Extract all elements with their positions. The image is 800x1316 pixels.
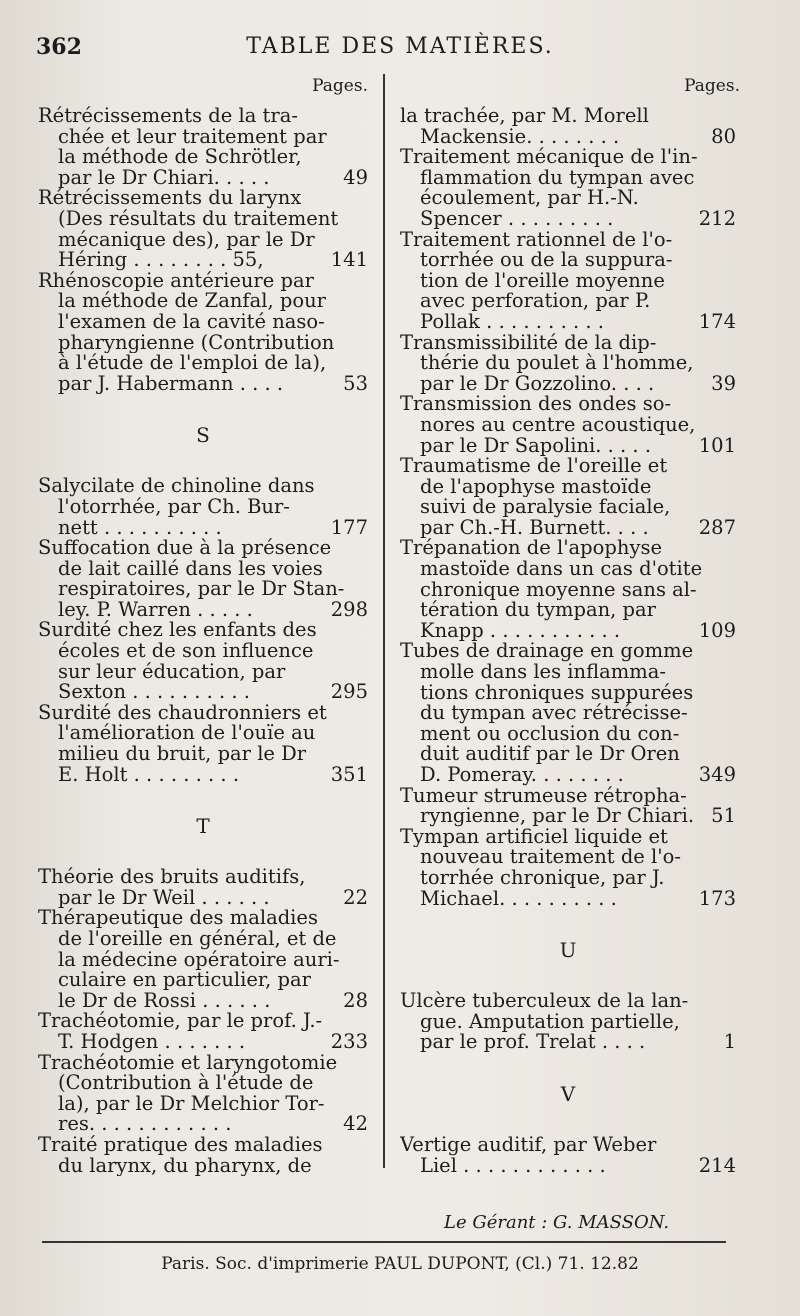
entry-line: l'otorrhée, par Ch. Bur- bbox=[58, 496, 290, 518]
entry-line: Héring . . . . . . . . 55, bbox=[58, 250, 264, 271]
index-entry bbox=[400, 394, 736, 456]
page-reference: 351 bbox=[330, 762, 368, 786]
entry-line: Suffocation due à la présence bbox=[38, 538, 332, 559]
page-reference: 28 bbox=[343, 988, 368, 1012]
entry-line: chée et leur traitement par bbox=[58, 126, 327, 148]
entry-line: Pollak . . . . . . . . . . bbox=[420, 311, 604, 333]
index-entry bbox=[38, 538, 368, 620]
entry-line: Tympan artificiel liquide et bbox=[400, 826, 668, 848]
entry-line: par le Dr Sapolini. . . . . bbox=[420, 435, 652, 457]
entry-line: Traumatisme de l'oreille et bbox=[400, 456, 668, 477]
entry-line: Surdité chez les enfants des bbox=[38, 620, 317, 642]
index-entry bbox=[38, 867, 368, 908]
pages-heading: Pages. bbox=[684, 76, 740, 96]
entry-line: Tubes de drainage en gomme bbox=[400, 641, 694, 663]
page-reference: 1 bbox=[723, 1030, 736, 1054]
right-column bbox=[400, 76, 740, 1177]
page-reference: 80 bbox=[711, 124, 736, 148]
entry-line: par J. Habermann . . . . bbox=[58, 373, 284, 395]
page-reference: 101 bbox=[698, 433, 736, 457]
index-entry bbox=[38, 908, 368, 1011]
entry-line: par le Dr Chiari. . . . . bbox=[58, 167, 270, 189]
entry-line: nores au centre acoustique, bbox=[420, 414, 696, 436]
index-entry bbox=[400, 456, 736, 538]
entry-line: res. . . . . . . . . . . . bbox=[58, 1114, 232, 1135]
entry-line: chronique moyenne sans al- bbox=[420, 579, 697, 601]
page-reference: 51 bbox=[711, 804, 736, 828]
section-letter: U bbox=[559, 938, 577, 963]
entry-line: tération du tympan, par bbox=[420, 600, 656, 621]
entry-line: Transmission des ondes so- bbox=[400, 394, 672, 415]
entry-line: Sexton . . . . . . . . . . bbox=[58, 682, 251, 703]
entry-line: nouveau traitement de l'o- bbox=[420, 847, 681, 868]
page-reference: 22 bbox=[343, 885, 368, 909]
page-reference: 174 bbox=[698, 309, 736, 333]
section-letter: S bbox=[196, 423, 210, 448]
index-entry bbox=[400, 641, 736, 785]
entry-line: (Des résultats du traitement bbox=[58, 208, 339, 230]
running-title: TABLE DES MATIÈRES. bbox=[246, 34, 554, 59]
page-header bbox=[0, 34, 800, 74]
entry-line: par Ch.-H. Burnett. . . . bbox=[420, 517, 649, 539]
entry-line: tion de l'oreille moyenne bbox=[420, 270, 665, 292]
column-divider bbox=[383, 74, 385, 1168]
entry-line: Vertige auditif, par Weber bbox=[400, 1134, 657, 1156]
index-entry bbox=[38, 271, 368, 395]
entry-line: la méthode de Schrötler, bbox=[58, 147, 302, 168]
entry-line: mastoïde dans un cas d'otite bbox=[420, 559, 703, 580]
entry-line: avec perforation, par P. bbox=[420, 291, 651, 312]
entry-line: sur leur éducation, par bbox=[58, 661, 286, 683]
entry-line: Ulcère tuberculeux de la lan- bbox=[400, 991, 689, 1012]
page-reference: 287 bbox=[698, 515, 736, 539]
entry-line: Knapp . . . . . . . . . . . bbox=[420, 620, 621, 642]
printer-imprint: Paris. Soc. d'imprimerie PAUL DUPONT, (Cl.) 71. 12.82 bbox=[161, 1254, 639, 1274]
entry-line: Salycilate de chinoline dans bbox=[38, 476, 315, 497]
entry-line: tions chroniques suppurées bbox=[420, 682, 694, 704]
entry-line: pharyngienne (Contribution bbox=[58, 332, 335, 354]
entry-line: de l'apophyse mastoïde bbox=[420, 476, 652, 498]
page-number: 362 bbox=[36, 34, 82, 60]
entry-line: le Dr de Rossi . . . . . . bbox=[58, 990, 271, 1012]
entry-line: l'amélioration de l'ouïe au bbox=[58, 723, 316, 745]
entry-line: torrhée chronique, par J. bbox=[420, 867, 665, 889]
page-reference: 49 bbox=[343, 165, 368, 189]
page-reference: 295 bbox=[330, 680, 368, 704]
entry-line: Thérapeutique des maladies bbox=[38, 908, 318, 929]
entry-line: la méthode de Zanfal, pour bbox=[58, 291, 326, 312]
entry-line: culaire en particulier, par bbox=[58, 970, 311, 991]
entry-line: Transmissibilité de la dip- bbox=[400, 332, 657, 354]
page-reference: 53 bbox=[343, 371, 368, 395]
entry-line: Théorie des bruits auditifs, bbox=[38, 867, 306, 888]
index-entry bbox=[38, 620, 368, 702]
entry-line: par le Dr Weil . . . . . . bbox=[58, 887, 270, 909]
entry-line: ryngienne, par le Dr Chiari. bbox=[420, 806, 695, 827]
entry-line: molle dans les inflamma- bbox=[420, 662, 666, 683]
entry-line: ley. P. Warren . . . . . bbox=[58, 599, 253, 621]
index-entry bbox=[400, 1135, 736, 1176]
index-entry bbox=[400, 538, 736, 641]
entry-line: la trachée, par M. Morell bbox=[400, 106, 649, 127]
entry-line: ment ou occlusion du con- bbox=[420, 723, 680, 745]
index-entry bbox=[38, 703, 368, 785]
index-entry bbox=[38, 1053, 368, 1135]
index-entry bbox=[38, 476, 368, 538]
entry-line: à l'étude de l'emploi de la), bbox=[58, 353, 327, 374]
entry-line: Surdité des chaudronniers et bbox=[38, 702, 327, 724]
index-entry bbox=[400, 991, 736, 1053]
entry-line: Mackensie. . . . . . . . bbox=[420, 126, 620, 148]
index-entry bbox=[400, 106, 736, 147]
entry-line: du larynx, du pharynx, de bbox=[58, 1155, 312, 1177]
entry-line: de lait caillé dans les voies bbox=[58, 558, 323, 580]
entry-line: Tumeur strumeuse rétropha- bbox=[400, 785, 687, 807]
section-letter: V bbox=[560, 1081, 576, 1106]
entry-line: E. Holt . . . . . . . . . bbox=[58, 764, 240, 786]
entry-line: suivi de paralysie faciale, bbox=[420, 497, 671, 518]
entry-line: Rétrécissements du larynx bbox=[38, 188, 302, 209]
entry-line: de l'oreille en général, et de bbox=[58, 929, 337, 950]
page-reference: 42 bbox=[343, 1112, 368, 1136]
entry-line: Traitement mécanique de l'in- bbox=[400, 147, 698, 168]
index-entry bbox=[400, 147, 736, 229]
entry-line: (Contribution à l'étude de bbox=[58, 1073, 314, 1094]
entry-line: par le prof. Trelat . . . . bbox=[420, 1032, 646, 1053]
index-entry bbox=[38, 106, 368, 188]
entry-line: gue. Amputation partielle, bbox=[420, 1011, 680, 1033]
entry-line: Traité pratique des maladies bbox=[38, 1134, 323, 1156]
entry-line: la), par le Dr Melchior Tor- bbox=[58, 1093, 325, 1115]
entry-line: Traitement rationnel de l'o- bbox=[400, 229, 673, 251]
page-reference: 298 bbox=[330, 597, 368, 621]
left-column bbox=[38, 76, 368, 1176]
entry-line: duit auditif par le Dr Oren bbox=[420, 744, 680, 765]
entry-line: Liel . . . . . . . . . . . . bbox=[420, 1155, 606, 1177]
index-entry bbox=[400, 230, 736, 333]
page-reference: 212 bbox=[698, 206, 736, 230]
entry-line: T. Hodgen . . . . . . . bbox=[58, 1031, 246, 1053]
section-letter: T bbox=[196, 814, 210, 839]
entry-line: Rhénoscopie antérieure par bbox=[38, 270, 314, 292]
entry-line: Trachéotomie et laryngotomie bbox=[38, 1052, 338, 1074]
entry-line: flammation du tympan avec bbox=[420, 167, 695, 189]
entry-line: thérie du poulet à l'homme, bbox=[420, 353, 694, 374]
page-reference: 214 bbox=[698, 1153, 736, 1177]
gerant-signature: Le Gérant : G. MASSON. bbox=[444, 1212, 670, 1233]
entry-line: l'examen de la cavité naso- bbox=[58, 311, 325, 333]
entry-line: du tympan avec rétrécisse- bbox=[420, 703, 688, 724]
index-entry bbox=[38, 188, 368, 270]
page-reference: 39 bbox=[711, 371, 736, 395]
index-entry bbox=[38, 1135, 368, 1176]
entry-line: torrhée ou de la suppura- bbox=[420, 250, 673, 271]
page-reference: 177 bbox=[330, 515, 368, 539]
page-reference: 349 bbox=[698, 763, 736, 786]
footer-rule bbox=[42, 1241, 726, 1243]
index-entry bbox=[38, 1011, 368, 1052]
page-reference: 233 bbox=[330, 1029, 368, 1053]
page-reference: 173 bbox=[698, 886, 736, 910]
entry-line: Trachéotomie, par le prof. J.- bbox=[38, 1011, 323, 1032]
entry-line: mécanique des), par le Dr bbox=[58, 229, 315, 251]
entry-line: nett . . . . . . . . . . bbox=[58, 517, 222, 539]
entry-line: milieu du bruit, par le Dr bbox=[58, 744, 307, 765]
entry-line: écoulement, par H.-N. bbox=[420, 188, 639, 209]
entry-line: D. Pomeray. . . . . . . . bbox=[420, 765, 624, 786]
entry-line: Trépanation de l'apophyse bbox=[400, 538, 663, 560]
entry-line: Spencer . . . . . . . . . bbox=[420, 208, 614, 230]
index-entry bbox=[400, 333, 736, 395]
index-entry bbox=[400, 786, 736, 827]
entry-line: la médecine opératoire auri- bbox=[58, 949, 340, 971]
entry-line: Rétrécissements de la tra- bbox=[38, 106, 298, 127]
page-reference: 141 bbox=[330, 248, 368, 272]
pages-heading: Pages. bbox=[312, 76, 368, 96]
entry-line: écoles et de son influence bbox=[58, 641, 314, 662]
entry-line: par le Dr Gozzolino. . . . bbox=[420, 373, 655, 395]
entry-line: Michael. . . . . . . . . . bbox=[420, 888, 617, 910]
page-reference: 109 bbox=[698, 618, 736, 642]
index-entry bbox=[400, 827, 736, 909]
entry-line: respiratoires, par le Dr Stan- bbox=[58, 579, 345, 600]
